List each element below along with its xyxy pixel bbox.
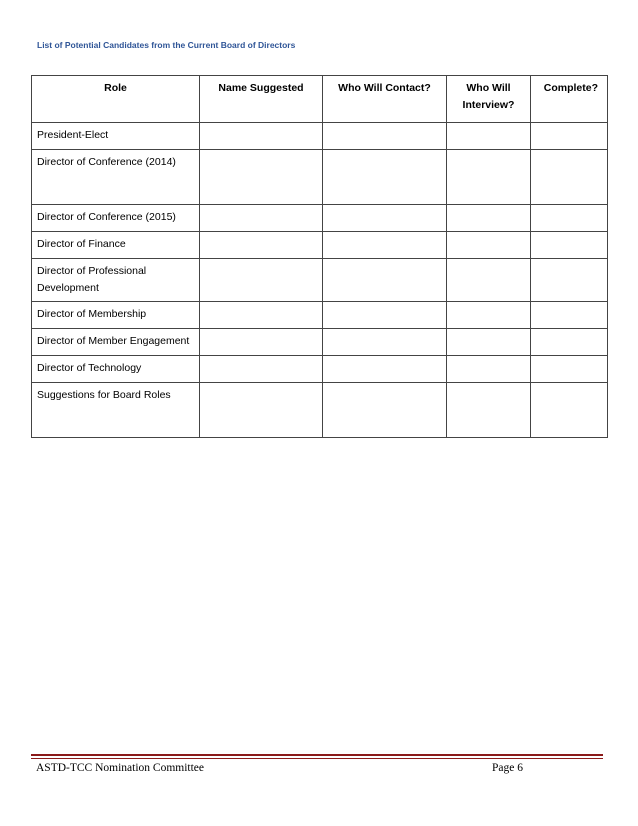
complete-cell[interactable]: [531, 383, 608, 438]
who-will-contact-cell[interactable]: [323, 329, 447, 356]
who-will-contact-cell[interactable]: [323, 205, 447, 232]
table-row: [32, 123, 608, 150]
role-cell: Director of Member Engagement: [32, 329, 200, 356]
column-header-name-suggested: Name Suggested: [200, 76, 323, 123]
table-row: [32, 356, 608, 383]
column-header-complete: Complete?: [531, 76, 608, 123]
column-header-who-will-interview: Who Will Interview?: [447, 76, 531, 123]
who-will-interview-cell[interactable]: [447, 302, 531, 329]
table-row: [32, 232, 608, 259]
candidates-table: [31, 75, 608, 438]
table-row: [32, 383, 608, 438]
who-will-contact-cell[interactable]: [323, 232, 447, 259]
who-will-contact-cell[interactable]: [323, 302, 447, 329]
table-row: [32, 302, 608, 329]
complete-cell[interactable]: [531, 205, 608, 232]
who-will-contact-cell[interactable]: [323, 123, 447, 150]
page-title: List of Potential Candidates from the Current Board of Directors: [37, 40, 296, 50]
complete-cell[interactable]: [531, 150, 608, 205]
role-cell: President-Elect: [32, 123, 200, 150]
who-will-interview-cell[interactable]: [447, 123, 531, 150]
who-will-interview-cell[interactable]: [447, 259, 531, 302]
who-will-interview-cell[interactable]: [447, 356, 531, 383]
who-will-interview-cell[interactable]: [447, 205, 531, 232]
who-will-contact-cell[interactable]: [323, 259, 447, 302]
complete-cell[interactable]: [531, 302, 608, 329]
table-header-row: [32, 76, 608, 123]
table-row: [32, 205, 608, 232]
role-cell: Director of Conference (2015): [32, 205, 200, 232]
role-cell: Director of Professional Development: [32, 259, 200, 302]
complete-cell[interactable]: [531, 232, 608, 259]
complete-cell[interactable]: [531, 356, 608, 383]
name-suggested-cell[interactable]: [200, 383, 323, 438]
table-row: [32, 259, 608, 302]
complete-cell[interactable]: [531, 123, 608, 150]
role-cell: Suggestions for Board Roles: [32, 383, 200, 438]
who-will-interview-cell[interactable]: [447, 383, 531, 438]
footer-left-text: ASTD-TCC Nomination Committee: [36, 762, 205, 774]
role-cell: Director of Membership: [32, 302, 200, 329]
footer-rule-thin: [31, 758, 603, 759]
who-will-interview-cell[interactable]: [447, 150, 531, 205]
name-suggested-cell[interactable]: [200, 356, 323, 383]
who-will-interview-cell[interactable]: [447, 232, 531, 259]
table-row: [32, 329, 608, 356]
name-suggested-cell[interactable]: [200, 329, 323, 356]
who-will-contact-cell[interactable]: [323, 150, 447, 205]
name-suggested-cell[interactable]: [200, 150, 323, 205]
who-will-interview-cell[interactable]: [447, 329, 531, 356]
who-will-contact-cell[interactable]: [323, 383, 447, 438]
who-will-contact-cell[interactable]: [323, 356, 447, 383]
name-suggested-cell[interactable]: [200, 205, 323, 232]
role-cell: Director of Conference (2014): [32, 150, 200, 205]
page-number: Page 6: [492, 762, 523, 774]
name-suggested-cell[interactable]: [200, 232, 323, 259]
table-row: [32, 150, 608, 205]
complete-cell[interactable]: [531, 329, 608, 356]
role-cell: Director of Finance: [32, 232, 200, 259]
column-header-who-will-contact: Who Will Contact?: [323, 76, 447, 123]
name-suggested-cell[interactable]: [200, 123, 323, 150]
name-suggested-cell[interactable]: [200, 302, 323, 329]
role-cell: Director of Technology: [32, 356, 200, 383]
name-suggested-cell[interactable]: [200, 259, 323, 302]
column-header-role: Role: [32, 76, 200, 123]
footer-rule-thick: [31, 754, 603, 756]
complete-cell[interactable]: [531, 259, 608, 302]
